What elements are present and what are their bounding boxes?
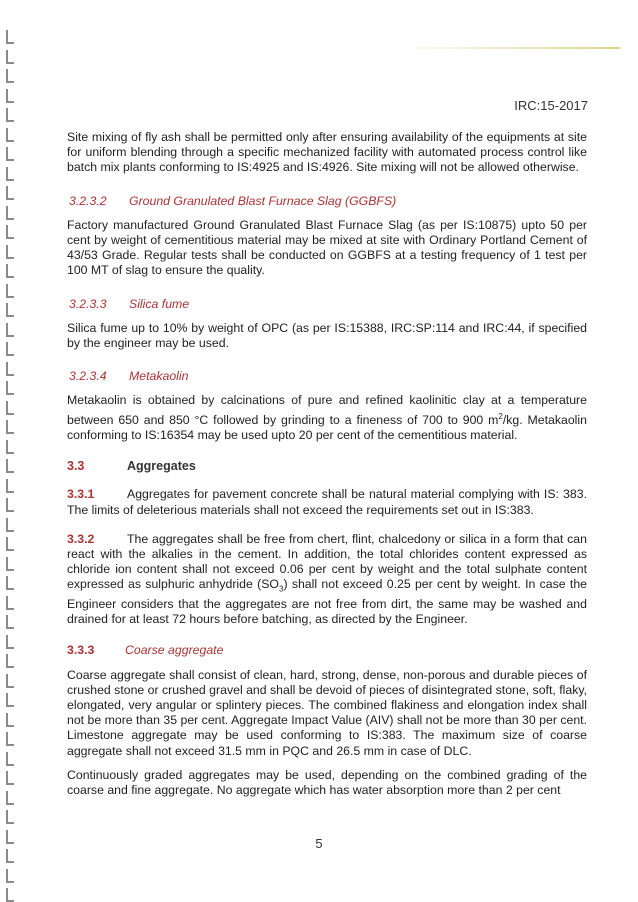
- binding-ring: [6, 303, 14, 317]
- binding-ring: [6, 284, 14, 298]
- binding-ring: [6, 206, 14, 220]
- binding-ring: [6, 537, 14, 551]
- section-title: Aggregates: [127, 459, 196, 474]
- paragraph-number: 3.3.1: [67, 487, 95, 502]
- section-number: 3.2.3.2: [69, 193, 107, 208]
- binding-ring: [6, 381, 14, 395]
- section-333-heading: [67, 643, 587, 658]
- binding-ring: [6, 264, 14, 278]
- binding-ring: [6, 654, 14, 668]
- body-text: Aggregates for pavement concrete shall be natural material complying with IS: 383. The limits of deleterious materials shall not exceed the requirements set out in IS:383.: [67, 487, 587, 517]
- paragraph-number: 3.3.2: [67, 531, 95, 546]
- section-3233-heading: [69, 297, 587, 312]
- binding-ring: [6, 362, 14, 376]
- section-3234-heading: [69, 369, 587, 384]
- section-3233-body: Silica fume up to 10% by weight of OPC (as per IS:15388, IRC:SP:114 and IRC:44, if specified by the engineer may be used.: [67, 320, 587, 351]
- binding-ring: [6, 849, 14, 863]
- binding-ring: [6, 576, 14, 590]
- subscript: 3: [278, 584, 284, 594]
- section-number: 3.2.3.3: [69, 296, 107, 311]
- section-title: Ground Granulated Blast Furnace Slag (GGBFS): [129, 193, 397, 208]
- binding-ring: [6, 30, 14, 44]
- binding-ring: [6, 810, 14, 824]
- binding-ring: [6, 674, 14, 688]
- binding-ring: [6, 713, 14, 727]
- binding-ring: [6, 752, 14, 766]
- body-text: /kg. Metakaolin conforming to IS:16354 may be used upto 20 per cent of the cementitious material.: [67, 412, 587, 442]
- section-333-body: Coarse aggregate shall consist of clean, hard, strong, dense, non-porous and durable pieces of crushed stone or crushed gravel and shall be devoid of pieces of disintegrated stone, soft, flaky, elongated, very angular or splintery pieces. The combined flakiness and elongation index shall not be more than 35 per cent. Aggregate Impact Value (AIV) shall not be more than 30 per cent. Limestone aggregate may be used conforming to IS:383. The maximum size of coarse aggregate shall not exceed 31.5 mm in PQC and 26.5 mm in case of DLC.: [67, 667, 587, 758]
- section-title: Metakaolin: [129, 369, 189, 384]
- binding-ring: [6, 128, 14, 142]
- binding-ring: [6, 342, 14, 356]
- superscript: 2: [498, 411, 503, 421]
- binding-ring: [6, 518, 14, 532]
- binding-ring: [6, 596, 14, 610]
- binding-ring: [6, 245, 14, 259]
- binding-ring: [6, 869, 14, 883]
- section-title: Silica fume: [129, 296, 190, 311]
- section-3232-heading: [69, 194, 587, 209]
- binding-ring: [6, 186, 14, 200]
- intro-paragraph: Site mixing of fly ash shall be permitted only after ensuring availability of the equipments at site for uniform blending through a specific mechanized facility with automated process control like batch mix plants conforming to IS:4925 and IS:4926. Site mixing will not be allowed otherwise.: [67, 130, 587, 175]
- binding-ring: [6, 167, 14, 181]
- binding-ring: [6, 615, 14, 629]
- section-33-heading: [67, 459, 587, 474]
- section-333-body-2: Continuously graded aggregates may be used, depending on the combined grading of the coarse and fine aggregate. No aggregate which has water absorption more than 2 per cent: [67, 767, 587, 798]
- page-content: [67, 130, 587, 798]
- binding-ring: [6, 440, 14, 454]
- section-number: 3.3.3: [67, 643, 95, 658]
- body-text: Metakaolin is obtained by calcinations of pure and refined kaolinitic clay at a temperature between 650 and 850 °C followed by grinding to a fineness of 700 to 900 m: [67, 393, 587, 427]
- binding-ring: [6, 225, 14, 239]
- binding-ring: [6, 498, 14, 512]
- document-code: IRC:15-2017: [514, 98, 588, 113]
- binding-ring: [6, 635, 14, 649]
- binding-ring: [6, 323, 14, 337]
- body-text: ) shall not exceed 0.25 per cent by weight. In case the Engineer considers that the aggregates are not free from dirt, the same may be washed and drained for at least 72 hours before batching, as directed by the Engineer.: [67, 577, 587, 627]
- binding-ring: [6, 479, 14, 493]
- binding-ring: [6, 557, 14, 571]
- spiral-binding: [2, 0, 18, 900]
- binding-ring: [6, 401, 14, 415]
- binding-ring: [6, 771, 14, 785]
- section-331-body: [67, 487, 587, 517]
- binding-ring: [6, 89, 14, 103]
- header-rule: [395, 47, 620, 49]
- binding-ring: [6, 108, 14, 122]
- binding-ring: [6, 732, 14, 746]
- section-332-body: [67, 532, 587, 628]
- body-text: The aggregates shall be free from chert, flint, chalcedony or silica in a form that can react with the alkalies in the cement. In addition, the total chlorides content expressed as chloride ion content shall not exceed 0.06 per cent by weight and the total sulphate content expressed as sulphuric anhydride (SO: [67, 531, 587, 592]
- binding-ring: [6, 50, 14, 64]
- binding-ring: [6, 791, 14, 805]
- binding-ring: [6, 420, 14, 434]
- binding-ring: [6, 147, 14, 161]
- section-3234-body: [67, 393, 587, 443]
- section-number: 3.2.3.4: [69, 369, 107, 384]
- page-number: 5: [315, 836, 323, 851]
- binding-ring: [6, 459, 14, 473]
- section-title: Coarse aggregate: [125, 643, 224, 658]
- section-3232-body: Factory manufactured Ground Granulated Blast Furnace Slag (as per IS:10875) upto 50 per cent by weight of cementitious material may be mixed at site with Ordinary Portland Cement of 43/53 Grade. Regular tests shall be conducted on GGBFS at a testing frequency of 1 test per 100 MT of slag to ensure the quality.: [67, 217, 587, 278]
- binding-ring: [6, 69, 14, 83]
- section-number: 3.3: [67, 459, 85, 474]
- binding-ring: [6, 693, 14, 707]
